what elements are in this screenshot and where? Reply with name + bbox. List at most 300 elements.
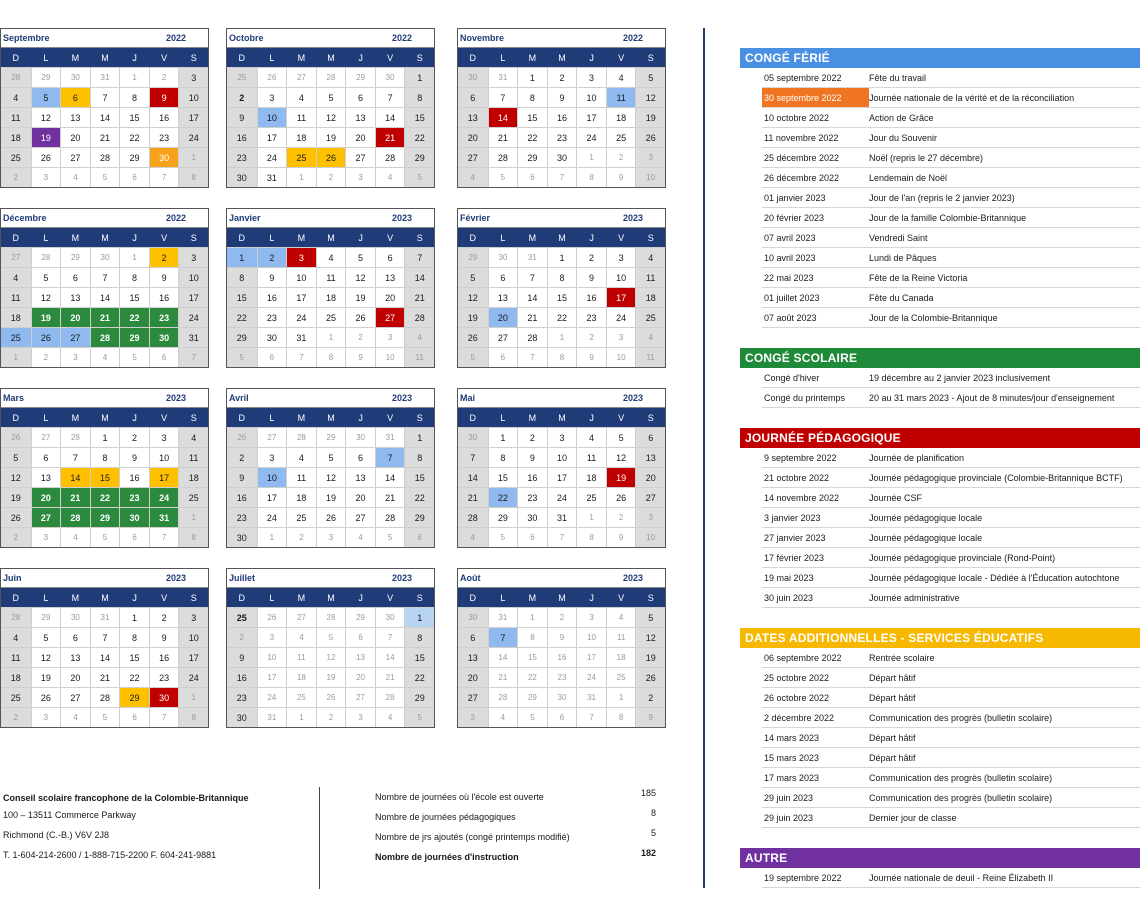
day-cell: 22 — [404, 667, 434, 687]
day-cell: 3 — [606, 247, 636, 267]
month-year: 2023 — [165, 573, 186, 583]
day-cell: 19 — [635, 647, 665, 667]
day-cell: 27 — [60, 147, 90, 167]
legend-description: Journée pédagogique provinciale (Colombie-Britannique BCTF) — [869, 473, 1123, 483]
day-cell: 23 — [149, 307, 179, 327]
day-cell: 30 — [547, 687, 577, 707]
day-cell: 1 — [257, 527, 287, 547]
month-calendar — [226, 568, 435, 728]
day-cell: 27 — [60, 687, 90, 707]
day-cell: 9 — [606, 527, 636, 547]
legend-date: 01 janvier 2023 — [764, 193, 826, 203]
day-cell: 29 — [458, 247, 488, 267]
day-cell: 2 — [31, 347, 61, 367]
weekday-header: D — [1, 588, 31, 607]
day-cell: 7 — [90, 87, 120, 107]
day-cell: 10 — [576, 87, 606, 107]
weekday-header: V — [375, 588, 405, 607]
day-cell: 25 — [286, 507, 316, 527]
legend-row — [762, 728, 1140, 748]
weekday-header: D — [458, 588, 488, 607]
org-phone: T. 1-604-214-2600 / 1-888-715-2200 F. 604-241-9881 — [3, 850, 217, 860]
legend-date: 10 avril 2023 — [764, 253, 816, 263]
day-cell: 7 — [404, 247, 434, 267]
day-cell: 17 — [606, 287, 636, 307]
legend-description: Départ hâtif — [869, 733, 916, 743]
weekday-header: L — [488, 48, 518, 67]
day-cell: 28 — [1, 67, 31, 87]
month-calendar — [0, 208, 209, 368]
day-cell: 3 — [257, 447, 287, 467]
legend-description: Communication des progrès (bulletin scolaire) — [869, 713, 1053, 723]
day-cell: 22 — [227, 307, 257, 327]
legend-date: 27 janvier 2023 — [764, 533, 826, 543]
day-cell: 6 — [488, 267, 518, 287]
weekday-header: V — [606, 588, 636, 607]
legend-date: 15 mars 2023 — [764, 753, 820, 763]
day-cell: 25 — [286, 147, 316, 167]
day-cell: 13 — [635, 447, 665, 467]
legend-row — [762, 668, 1140, 688]
legend-row — [762, 168, 1140, 188]
legend-date: 17 février 2023 — [764, 553, 825, 563]
day-cell: 6 — [635, 427, 665, 447]
legend-date: 9 septembre 2022 — [764, 453, 837, 463]
day-cell: 10 — [286, 267, 316, 287]
day-cell: 4 — [458, 527, 488, 547]
legend-row — [762, 308, 1140, 328]
day-cell: 13 — [375, 267, 405, 287]
day-cell: 23 — [149, 667, 179, 687]
day-cell: 28 — [316, 607, 346, 627]
day-cell: 24 — [257, 147, 287, 167]
legend-row — [762, 588, 1140, 608]
day-cell: 9 — [119, 447, 149, 467]
weekday-header: J — [345, 408, 375, 427]
month-year: 2023 — [622, 573, 643, 583]
legend-date: 20 février 2023 — [764, 213, 825, 223]
day-cell: 2 — [149, 247, 179, 267]
day-cell: 2 — [149, 607, 179, 627]
day-cell: 15 — [119, 287, 149, 307]
day-cell: 22 — [119, 667, 149, 687]
day-cell: 22 — [488, 487, 518, 507]
day-cell: 15 — [119, 647, 149, 667]
weekday-header: J — [345, 48, 375, 67]
day-cell: 14 — [488, 647, 518, 667]
day-cell: 2 — [227, 447, 257, 467]
day-cell: 3 — [31, 527, 61, 547]
day-cell: 25 — [606, 667, 636, 687]
day-cell: 31 — [375, 427, 405, 447]
day-cell: 31 — [286, 327, 316, 347]
day-cell: 29 — [31, 67, 61, 87]
legend-description: Lendemain de Noël — [869, 173, 948, 183]
day-cell: 9 — [547, 87, 577, 107]
weekday-header: V — [606, 408, 636, 427]
day-cell: 7 — [149, 707, 179, 727]
weekday-header: D — [458, 228, 488, 247]
day-cell: 7 — [458, 447, 488, 467]
legend-description: Jour de la Colombie-Britannique — [869, 313, 998, 323]
day-cell: 10 — [635, 167, 665, 187]
day-cell: 17 — [257, 487, 287, 507]
day-cell: 7 — [375, 87, 405, 107]
day-cell: 29 — [517, 147, 547, 167]
day-cell: 6 — [149, 347, 179, 367]
day-cell: 24 — [178, 127, 208, 147]
day-cell: 3 — [635, 147, 665, 167]
day-cell: 13 — [458, 107, 488, 127]
day-cell: 27 — [31, 427, 61, 447]
day-cell: 27 — [345, 507, 375, 527]
day-cell: 17 — [178, 287, 208, 307]
day-cell: 1 — [547, 247, 577, 267]
day-cell: 3 — [345, 707, 375, 727]
day-cell: 21 — [90, 667, 120, 687]
month-name: Novembre — [460, 33, 505, 43]
day-cell: 14 — [60, 467, 90, 487]
legend-row — [762, 108, 1140, 128]
day-cell: 10 — [178, 627, 208, 647]
legend-description: Lundi de Pâques — [869, 253, 937, 263]
legend-description: Journée administrative — [869, 593, 960, 603]
legend-date: 19 mai 2023 — [764, 573, 814, 583]
legend-date: 3 janvier 2023 — [764, 513, 821, 523]
day-cell: 16 — [547, 107, 577, 127]
day-cell: 21 — [517, 307, 547, 327]
month-calendar — [457, 388, 666, 548]
day-cell: 29 — [31, 607, 61, 627]
weekday-header: M — [60, 588, 90, 607]
day-cell: 9 — [345, 347, 375, 367]
day-cell: 26 — [257, 607, 287, 627]
day-cell: 18 — [1, 667, 31, 687]
legend-row — [762, 288, 1140, 308]
day-cell: 6 — [119, 167, 149, 187]
day-cell: 11 — [1, 107, 31, 127]
weekday-header: D — [1, 408, 31, 427]
day-cell: 26 — [227, 427, 257, 447]
day-cell: 17 — [178, 647, 208, 667]
month-header — [227, 209, 434, 228]
legend-date: 2 décembre 2022 — [764, 713, 835, 723]
day-cell: 8 — [576, 527, 606, 547]
day-cell: 26 — [31, 327, 61, 347]
day-cell: 5 — [90, 707, 120, 727]
day-cell: 7 — [547, 527, 577, 547]
day-cell: 19 — [345, 287, 375, 307]
day-cell: 7 — [517, 267, 547, 287]
day-cell: 6 — [345, 447, 375, 467]
day-cell: 15 — [404, 467, 434, 487]
day-cell: 26 — [257, 67, 287, 87]
day-cell: 5 — [31, 267, 61, 287]
day-cell: 9 — [517, 447, 547, 467]
legend-date: 19 septembre 2022 — [764, 873, 842, 883]
stat-label: Nombre de journées où l'école est ouverte — [375, 792, 544, 802]
month-year: 2023 — [391, 213, 412, 223]
day-cell: 2 — [547, 607, 577, 627]
day-cell: 10 — [606, 347, 636, 367]
legend-row — [762, 388, 1140, 408]
day-cell: 9 — [547, 627, 577, 647]
legend-date: Congé du printemps — [764, 393, 846, 403]
stat-label: Nombre de journées d'instruction — [375, 852, 519, 862]
legend-date: 21 octobre 2022 — [764, 473, 830, 483]
day-cell: 1 — [488, 427, 518, 447]
weekday-header: M — [316, 408, 346, 427]
day-cell: 20 — [375, 287, 405, 307]
legend-description: Rentrée scolaire — [869, 653, 935, 663]
stat-label: Nombre de journées pédagogiques — [375, 812, 516, 822]
weekday-header: J — [119, 228, 149, 247]
weekday-header: L — [31, 228, 61, 247]
day-cell: 8 — [178, 707, 208, 727]
day-cell: 10 — [257, 647, 287, 667]
day-cell: 11 — [576, 447, 606, 467]
weekday-header: S — [635, 588, 665, 607]
day-cell: 12 — [31, 287, 61, 307]
day-cell: 3 — [635, 507, 665, 527]
day-cell: 21 — [60, 487, 90, 507]
weekday-header: V — [606, 48, 636, 67]
legend-description: Noël (repris le 27 décembre) — [869, 153, 984, 163]
day-cell: 14 — [90, 287, 120, 307]
weekday-header: V — [149, 228, 179, 247]
day-cell: 25 — [227, 67, 257, 87]
day-cell: 3 — [60, 347, 90, 367]
day-cell: 9 — [576, 347, 606, 367]
day-cell: 14 — [458, 467, 488, 487]
day-cell: 21 — [375, 667, 405, 687]
legend-description: 19 décembre au 2 janvier 2023 inclusivement — [869, 373, 1051, 383]
day-cell: 4 — [488, 707, 518, 727]
day-cell: 5 — [404, 707, 434, 727]
day-cell: 2 — [1, 527, 31, 547]
day-cell: 6 — [60, 267, 90, 287]
day-cell: 23 — [257, 307, 287, 327]
day-cell: 22 — [517, 127, 547, 147]
legend-section — [740, 348, 1140, 408]
day-cell: 15 — [404, 647, 434, 667]
day-cell: 7 — [149, 527, 179, 547]
day-cell: 19 — [1, 487, 31, 507]
day-cell: 4 — [458, 167, 488, 187]
day-cell: 30 — [60, 607, 90, 627]
weekday-header: S — [178, 228, 208, 247]
day-cell: 29 — [488, 507, 518, 527]
day-cell: 29 — [404, 507, 434, 527]
month-calendar — [0, 568, 209, 728]
day-cell: 28 — [90, 147, 120, 167]
day-cell: 10 — [547, 447, 577, 467]
day-cell: 10 — [606, 267, 636, 287]
legend-row — [762, 708, 1140, 728]
day-cell: 21 — [404, 287, 434, 307]
day-cell: 14 — [488, 107, 518, 127]
month-year: 2023 — [622, 393, 643, 403]
legend-description: Journée de planification — [869, 453, 965, 463]
legend-row — [762, 268, 1140, 288]
section-heading: CONGÉ SCOLAIRE — [740, 348, 1140, 368]
month-name: Mars — [3, 393, 25, 403]
day-cell: 13 — [31, 467, 61, 487]
day-cell: 23 — [547, 667, 577, 687]
day-cell: 24 — [257, 687, 287, 707]
day-cell: 8 — [90, 447, 120, 467]
day-cell: 6 — [458, 627, 488, 647]
day-cell: 21 — [90, 307, 120, 327]
legend-date: 14 novembre 2022 — [764, 493, 840, 503]
day-cell: 4 — [1, 627, 31, 647]
month-header — [458, 29, 665, 48]
day-cell: 4 — [635, 327, 665, 347]
day-cell: 29 — [517, 687, 547, 707]
legend-section — [740, 628, 1140, 828]
legend-row — [762, 228, 1140, 248]
day-cell: 24 — [576, 127, 606, 147]
day-cell: 30 — [488, 247, 518, 267]
day-cell: 23 — [517, 487, 547, 507]
day-cell: 30 — [227, 707, 257, 727]
day-cell: 2 — [606, 147, 636, 167]
day-cell: 14 — [375, 647, 405, 667]
weekday-header: M — [316, 588, 346, 607]
weekday-header: V — [149, 588, 179, 607]
day-cell: 11 — [286, 467, 316, 487]
day-cell: 3 — [257, 87, 287, 107]
legend-description: Jour de la famille Colombie-Britannique — [869, 213, 1027, 223]
day-cell: 27 — [31, 507, 61, 527]
day-cell: 27 — [1, 247, 31, 267]
day-cell: 22 — [119, 127, 149, 147]
day-cell: 7 — [488, 87, 518, 107]
day-cell: 27 — [488, 327, 518, 347]
day-cell: 6 — [517, 167, 547, 187]
legend-description: Communication des progrès (bulletin scolaire) — [869, 773, 1053, 783]
day-cell: 8 — [119, 627, 149, 647]
day-cell: 1 — [90, 427, 120, 447]
legend-description: Journée CSF — [869, 493, 923, 503]
legend-description: Jour du Souvenir — [869, 133, 938, 143]
day-cell: 20 — [458, 127, 488, 147]
weekday-header: M — [286, 408, 316, 427]
month-calendar — [226, 28, 435, 188]
day-cell: 10 — [257, 467, 287, 487]
day-cell: 2 — [1, 707, 31, 727]
day-cell: 18 — [635, 287, 665, 307]
weekday-header: J — [345, 228, 375, 247]
weekday-header: V — [375, 228, 405, 247]
day-cell: 4 — [345, 527, 375, 547]
day-cell: 15 — [119, 107, 149, 127]
weekday-header: V — [149, 48, 179, 67]
day-cell: 31 — [576, 687, 606, 707]
stat-value: 182 — [640, 848, 656, 858]
day-cell: 6 — [31, 447, 61, 467]
day-cell: 7 — [60, 447, 90, 467]
day-cell: 9 — [606, 167, 636, 187]
day-cell: 28 — [1, 607, 31, 627]
legend-row — [762, 88, 1140, 108]
day-cell: 30 — [375, 607, 405, 627]
legend-row — [762, 868, 1140, 888]
day-cell: 12 — [345, 267, 375, 287]
day-cell: 6 — [488, 347, 518, 367]
day-cell: 3 — [149, 427, 179, 447]
day-cell: 28 — [60, 427, 90, 447]
day-cell: 16 — [227, 667, 257, 687]
day-cell: 1 — [119, 607, 149, 627]
legend-row — [762, 568, 1140, 588]
legend-date: 29 juin 2023 — [764, 793, 814, 803]
day-cell: 11 — [1, 287, 31, 307]
day-cell: 29 — [345, 607, 375, 627]
day-cell: 26 — [316, 687, 346, 707]
day-cell: 2 — [576, 247, 606, 267]
day-cell: 11 — [606, 87, 636, 107]
day-cell: 29 — [119, 147, 149, 167]
day-cell: 14 — [375, 467, 405, 487]
day-cell: 11 — [404, 347, 434, 367]
month-name: Juin — [3, 573, 22, 583]
legend-date: 07 avril 2023 — [764, 233, 816, 243]
day-cell: 21 — [458, 487, 488, 507]
day-cell: 15 — [547, 287, 577, 307]
day-cell: 27 — [286, 67, 316, 87]
legend-description: Jour de l'an (repris le 2 janvier 2023) — [869, 193, 1015, 203]
day-cell: 31 — [90, 67, 120, 87]
divider-line — [703, 28, 705, 888]
weekday-header: M — [517, 228, 547, 247]
stat-value: 8 — [650, 808, 656, 818]
day-cell: 19 — [31, 667, 61, 687]
day-cell: 23 — [576, 307, 606, 327]
day-cell: 20 — [60, 307, 90, 327]
month-name: Mai — [460, 393, 476, 403]
day-cell: 20 — [458, 667, 488, 687]
day-cell: 12 — [31, 647, 61, 667]
day-cell: 31 — [257, 707, 287, 727]
day-cell: 14 — [90, 647, 120, 667]
day-cell: 15 — [404, 107, 434, 127]
day-cell: 27 — [345, 687, 375, 707]
day-cell: 28 — [375, 147, 405, 167]
day-cell: 4 — [286, 87, 316, 107]
legend-section — [740, 48, 1140, 328]
day-cell: 7 — [547, 167, 577, 187]
day-cell: 11 — [316, 267, 346, 287]
day-cell: 22 — [547, 307, 577, 327]
day-cell: 26 — [606, 487, 636, 507]
day-cell: 28 — [90, 327, 120, 347]
day-cell: 29 — [119, 687, 149, 707]
footer-divider — [319, 787, 320, 889]
day-cell: 2 — [345, 327, 375, 347]
day-cell: 16 — [547, 647, 577, 667]
day-cell: 12 — [31, 107, 61, 127]
day-cell: 6 — [404, 527, 434, 547]
stat-value: 185 — [640, 788, 656, 798]
day-cell: 5 — [517, 707, 547, 727]
month-calendar — [457, 208, 666, 368]
day-cell: 18 — [1, 127, 31, 147]
day-cell: 1 — [119, 247, 149, 267]
day-cell: 4 — [90, 347, 120, 367]
legend-description: Dernier jour de classe — [869, 813, 957, 823]
day-cell: 28 — [31, 247, 61, 267]
